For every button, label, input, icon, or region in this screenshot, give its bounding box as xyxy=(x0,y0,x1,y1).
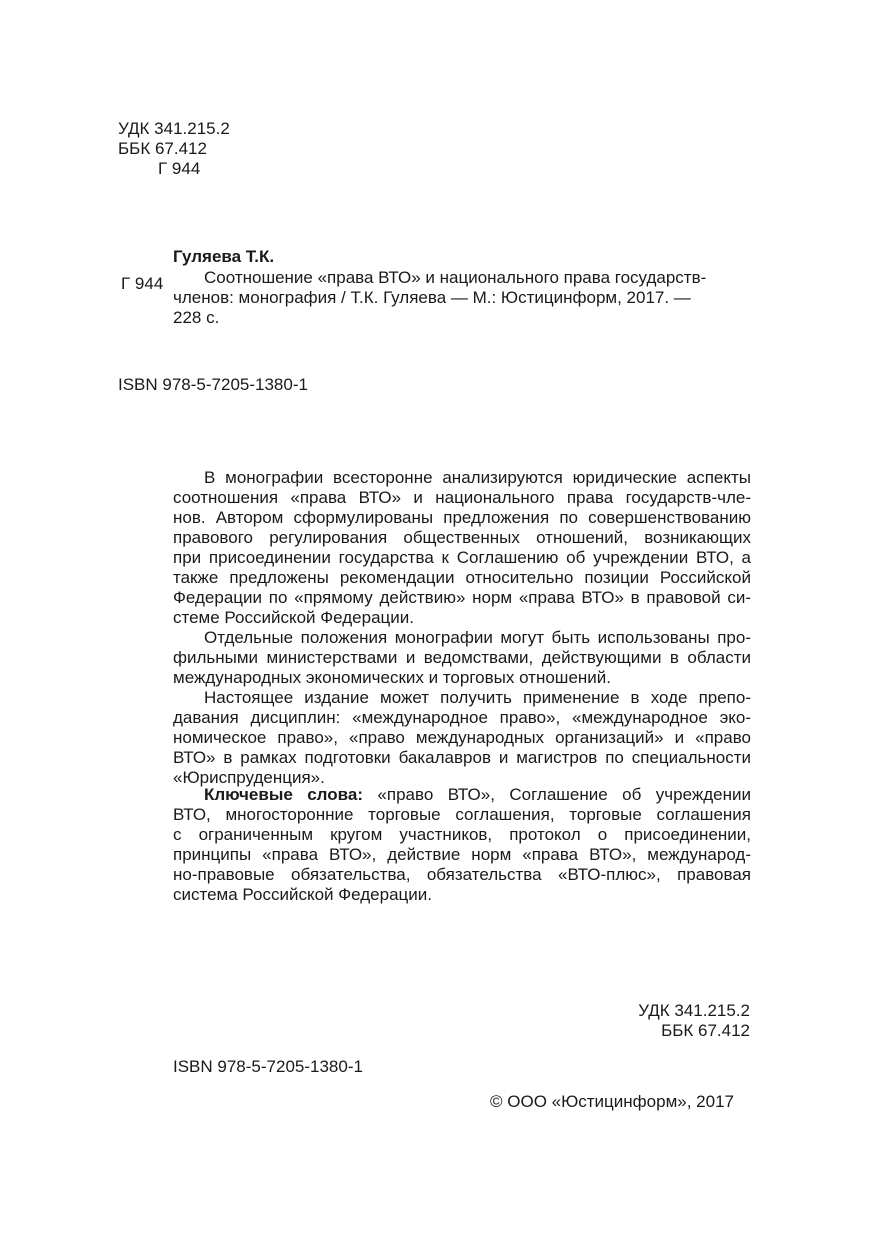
keywords-line: система Российской Федерации. xyxy=(173,885,432,904)
abstract-line: давания дисциплин: «международное право», «международное эко- xyxy=(173,708,751,727)
keywords-line: но-правовые обязательства, обязательства «ВТО-плюс», правовая xyxy=(173,865,751,884)
abstract-line: нов. Автором сформулированы предложения по совершенствованию xyxy=(173,508,751,527)
abstract-line: также предложены рекомендации относительно позиции Российской xyxy=(173,568,751,587)
abstract-line: международных экономических и торговых отношений. xyxy=(173,668,612,687)
biblio-line: Соотношение «права ВТО» и национального права государств- xyxy=(204,268,707,287)
abstract-line: Федерации по «прямому действию» норм «права ВТО» в правовой си- xyxy=(173,588,751,607)
abstract-line: Настоящее издание может получить применение в ходе препо- xyxy=(204,688,751,707)
abstract-line: фильными министерствами и ведомствами, действующими в области xyxy=(173,648,751,667)
author-mark: Г 944 xyxy=(158,159,201,178)
abstract-line: соотношения «права ВТО» и национального права государств-чле- xyxy=(173,488,751,507)
keywords-line: принципы «права ВТО», действие норм «права ВТО», международ- xyxy=(173,845,751,864)
keywords-line xyxy=(173,785,751,805)
isbn: ISBN 978-5-7205-1380-1 xyxy=(118,375,308,394)
biblio-line: членов: монография / Т.К. Гуляева — М.: Юстицинформ, 2017. — xyxy=(173,288,691,307)
abstract-line: номическое право», «право международных организаций» и «право xyxy=(173,728,751,747)
biblio-line: 228 с. xyxy=(173,308,220,327)
abstract-line: Отдельные положения монографии могут быть использованы про- xyxy=(204,628,751,647)
bbk-code-bottom: ББК 67.412 xyxy=(661,1021,750,1040)
author-name: Гуляева Т.К. xyxy=(173,247,275,266)
bbk-code: ББК 67.412 xyxy=(118,139,207,158)
abstract-line: при присоединении государства к Соглашению об учреждении ВТО, а xyxy=(173,548,751,567)
author-mark-side: Г 944 xyxy=(121,274,164,293)
keywords-line: ВТО, многосторонние торговые соглашения, торговые соглашения xyxy=(173,805,751,824)
abstract-line: правового регулирования общественных отношений, возникающих xyxy=(173,528,751,547)
keywords-label: Ключевые слова: xyxy=(204,785,363,804)
abstract xyxy=(173,468,751,788)
udk-code-bottom: УДК 341.215.2 xyxy=(638,1001,750,1020)
copyright: © ООО «Юстицинформ», 2017 xyxy=(490,1092,734,1111)
abstract-line: В монографии всесторонне анализируются юридические аспекты xyxy=(204,468,751,487)
bibliographic-description xyxy=(173,268,752,328)
keywords-line: с ограниченным кругом участников, протокол о присоединении, xyxy=(173,825,751,844)
keywords-text: «право ВТО», Соглашение об учреждении xyxy=(362,785,751,804)
abstract-line: ВТО» в рамках подготовки бакалавров и магистров по специальности xyxy=(173,748,751,767)
udk-code: УДК 341.215.2 xyxy=(118,119,230,138)
keywords xyxy=(173,785,751,905)
abstract-line: стеме Российской Федерации. xyxy=(173,608,414,627)
abstract-line: «Юриспруденция». xyxy=(173,768,325,787)
isbn-bottom: ISBN 978-5-7205-1380-1 xyxy=(173,1057,363,1076)
